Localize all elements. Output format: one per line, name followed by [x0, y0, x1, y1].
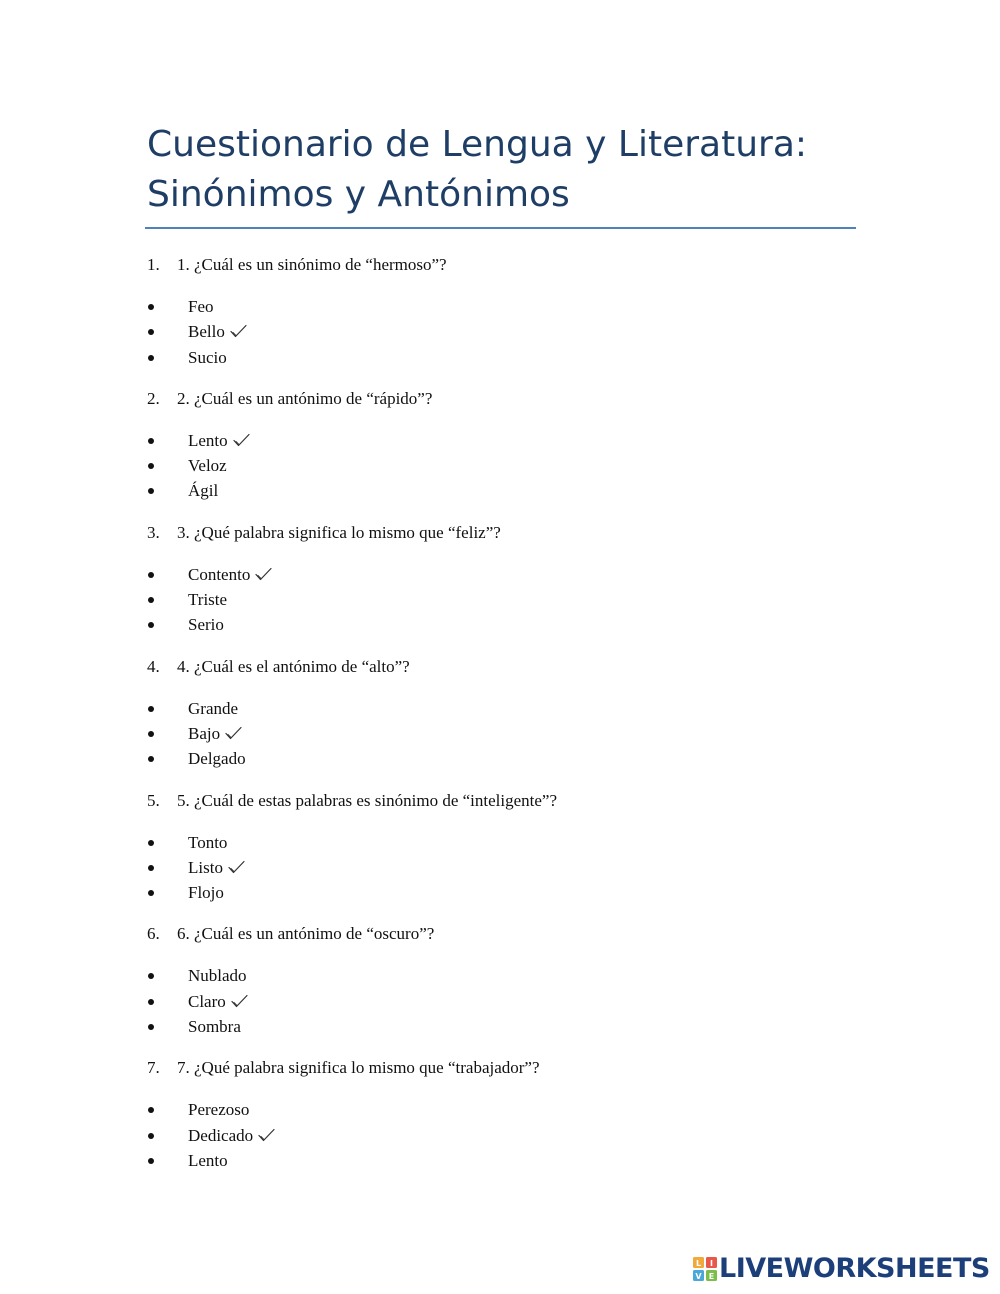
answer-text: Nublado — [188, 966, 247, 986]
answer-text: Listo — [188, 857, 223, 877]
answer-text: Lento — [188, 430, 228, 450]
answer-option[interactable] — [147, 696, 847, 721]
quiz-list — [147, 253, 847, 1190]
answer-option-label — [188, 587, 227, 612]
check-mark-icon — [257, 1125, 276, 1141]
answer-text: Bajo — [188, 723, 221, 743]
svg-text:V: V — [695, 1272, 702, 1281]
answer-option-label — [188, 963, 247, 988]
bullet-dot-icon — [148, 329, 154, 335]
bullet-dot-icon — [148, 438, 154, 444]
liveworksheets-logo — [693, 1253, 990, 1284]
answer-text: Tonto — [188, 832, 228, 852]
answer-text: Ágil — [188, 481, 219, 501]
bullet-dot-icon — [148, 890, 154, 896]
answer-text: Dedicado — [188, 1125, 254, 1145]
svg-text:L: L — [695, 1259, 702, 1268]
answer-option-label — [188, 746, 246, 771]
answer-option-label — [188, 562, 273, 587]
answer-option[interactable] — [147, 721, 847, 746]
liveworksheets-logo-icon — [693, 1257, 717, 1281]
answer-option[interactable] — [147, 1014, 847, 1039]
bullet-dot-icon — [148, 731, 154, 737]
check-mark-icon — [227, 857, 246, 873]
question-text: 5. ¿Cuál de estas palabras es sinónimo de “inteligente”? — [177, 790, 558, 810]
answer-text: Serio — [188, 615, 224, 635]
bullet-dot-icon — [148, 999, 154, 1005]
bullet-dot-icon — [148, 973, 154, 979]
answer-option[interactable] — [147, 855, 847, 880]
answer-option[interactable] — [147, 612, 847, 637]
question-text: 6. ¿Cuál es un antónimo de “oscuro”? — [177, 924, 435, 944]
answer-option-label — [188, 345, 227, 370]
answer-option[interactable] — [147, 345, 847, 370]
answer-option-label — [188, 721, 243, 746]
question-text: 2. ¿Cuál es un antónimo de “rápido”? — [177, 388, 433, 408]
bullet-dot-icon — [148, 1107, 154, 1113]
bullet-dot-icon — [148, 597, 154, 603]
bullet-dot-icon — [148, 1158, 154, 1164]
answer-text: Sucio — [188, 347, 227, 367]
question-3 — [147, 521, 847, 545]
bullet-dot-icon — [148, 488, 154, 494]
answer-option[interactable] — [147, 880, 847, 905]
title-line-1: Cuestionario de Lengua y Literatura: — [147, 124, 808, 165]
answer-option-label — [188, 294, 214, 319]
answer-option[interactable] — [147, 562, 847, 587]
answer-options — [147, 1097, 847, 1173]
question-number: 1. — [147, 255, 160, 274]
answer-option-label — [188, 1123, 276, 1148]
bullet-dot-icon — [148, 572, 154, 578]
question-7 — [147, 1056, 847, 1080]
answer-text: Feo — [188, 297, 214, 316]
page-title — [147, 120, 857, 220]
bullet-dot-icon — [148, 840, 154, 846]
question-number: 5. — [147, 790, 160, 810]
answer-option-label — [188, 428, 251, 453]
answer-option-label — [188, 319, 248, 344]
answer-option-label — [188, 612, 224, 637]
answer-option-label — [188, 989, 249, 1014]
question-number: 7. — [147, 1058, 160, 1078]
question-number: 4. — [147, 656, 160, 676]
answer-option-label — [188, 696, 238, 721]
question-1 — [147, 253, 847, 277]
answer-text: Bello — [188, 322, 225, 342]
answer-options — [147, 696, 847, 772]
bullet-dot-icon — [148, 756, 154, 762]
answer-option[interactable] — [147, 587, 847, 612]
answer-option[interactable] — [147, 294, 847, 319]
answer-option[interactable] — [147, 746, 847, 771]
check-mark-icon — [230, 991, 249, 1007]
question-text: 1. ¿Cuál es un sinónimo de “hermoso”? — [177, 255, 447, 274]
question-text: 3. ¿Qué palabra significa lo mismo que “feliz”? — [177, 522, 501, 542]
answer-options — [147, 963, 847, 1039]
answer-option[interactable] — [147, 1097, 847, 1122]
answer-option[interactable] — [147, 1123, 847, 1148]
bullet-dot-icon — [148, 304, 154, 310]
answer-options — [147, 294, 847, 370]
check-mark-icon — [229, 321, 248, 337]
answer-text: Contento — [188, 564, 251, 584]
answer-option-label — [188, 880, 224, 905]
question-6 — [147, 922, 847, 946]
answer-option-label — [188, 1148, 228, 1173]
svg-text:E: E — [708, 1272, 715, 1281]
answer-option[interactable] — [147, 830, 847, 855]
answer-options — [147, 562, 847, 638]
answer-option[interactable] — [147, 1148, 847, 1173]
bullet-dot-icon — [148, 1024, 154, 1030]
answer-option-label — [188, 453, 227, 478]
answer-text: Perezoso — [188, 1100, 250, 1120]
answer-option-label — [188, 830, 227, 855]
svg-text:I: I — [710, 1259, 713, 1268]
question-text: 7. ¿Qué palabra significa lo mismo que “trabajador”? — [177, 1058, 540, 1078]
answer-text: Lento — [188, 1150, 228, 1170]
bullet-dot-icon — [148, 463, 154, 469]
question-text: 4. ¿Cuál es el antónimo de “alto”? — [177, 656, 410, 676]
question-2 — [147, 387, 847, 411]
answer-option[interactable] — [147, 478, 847, 503]
answer-options — [147, 428, 847, 504]
answer-options — [147, 830, 847, 906]
answer-option[interactable] — [147, 319, 847, 344]
logo-text: LIVEWORKSHEETS — [719, 1253, 990, 1284]
bullet-dot-icon — [148, 355, 154, 361]
question-5 — [147, 789, 847, 813]
answer-text: Claro — [188, 991, 226, 1011]
answer-text: Delgado — [188, 749, 246, 769]
answer-option-label — [188, 1014, 241, 1039]
bullet-dot-icon — [148, 706, 154, 712]
answer-option[interactable] — [147, 428, 847, 453]
answer-text: Triste — [188, 590, 228, 610]
title-line-2: Sinónimos y Antónimos — [147, 174, 570, 215]
answer-text: Veloz — [188, 456, 227, 476]
question-number: 3. — [147, 522, 160, 542]
answer-option-label — [188, 855, 246, 880]
check-mark-icon — [224, 723, 243, 739]
answer-option[interactable] — [147, 963, 847, 988]
answer-option-label — [188, 1097, 249, 1122]
answer-text: Sombra — [188, 1017, 241, 1037]
answer-option-label — [188, 478, 218, 503]
check-mark-icon — [254, 564, 273, 580]
bullet-dot-icon — [148, 1133, 154, 1139]
bullet-dot-icon — [148, 865, 154, 871]
question-4 — [147, 655, 847, 679]
check-mark-icon — [232, 430, 251, 446]
answer-text: Grande — [188, 698, 239, 718]
answer-option[interactable] — [147, 989, 847, 1014]
title-underline — [145, 227, 856, 229]
bullet-dot-icon — [148, 622, 154, 628]
question-number: 2. — [147, 388, 160, 408]
answer-option[interactable] — [147, 453, 847, 478]
answer-text: Flojo — [188, 883, 224, 903]
question-number: 6. — [147, 924, 160, 944]
